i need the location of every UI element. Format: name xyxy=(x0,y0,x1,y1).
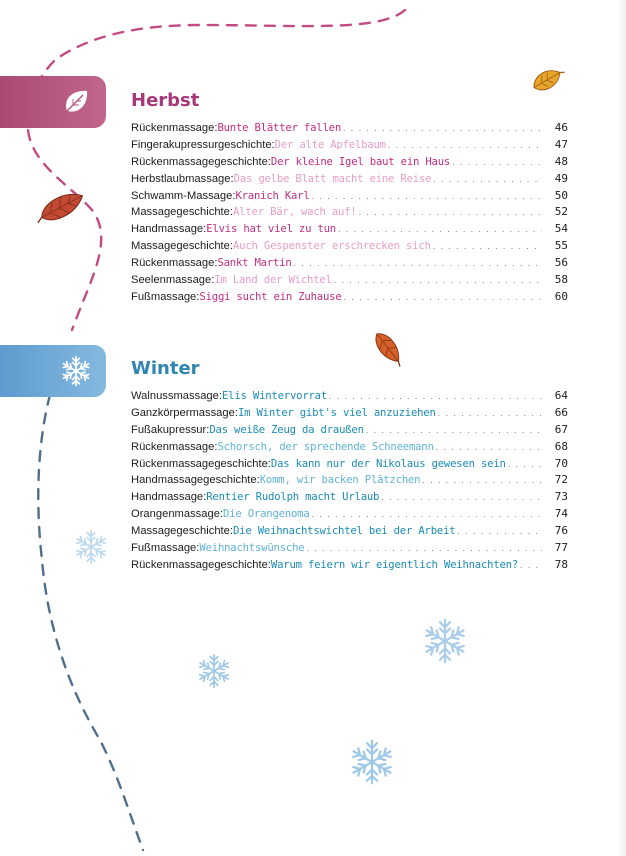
toc-entry[interactable] xyxy=(131,406,568,423)
toc-entry[interactable] xyxy=(131,473,568,490)
entry-title: Bunte Blätter fallen xyxy=(217,122,341,134)
dot-leader xyxy=(306,543,542,553)
entry-page-number: 78 xyxy=(554,557,568,571)
entry-kind: Rückenmassage: xyxy=(131,122,218,134)
toc-entry[interactable] xyxy=(131,121,568,138)
dot-leader xyxy=(433,174,542,184)
leaf-icon xyxy=(61,87,91,117)
toc-entry[interactable] xyxy=(131,273,568,290)
toc-entry[interactable] xyxy=(131,389,568,406)
toc-entry[interactable] xyxy=(131,457,568,474)
toc-entry[interactable] xyxy=(131,558,568,575)
dot-leader xyxy=(343,123,542,133)
entry-page-number: 60 xyxy=(554,289,568,303)
entry-title: Komm, wir backen Plätzchen xyxy=(259,474,421,487)
entry-kind: Handmassage: xyxy=(131,491,207,504)
dot-leader xyxy=(381,492,542,502)
toc-list-herbst xyxy=(131,121,568,307)
entry-page-number: 48 xyxy=(554,154,568,168)
entry-page-number: 66 xyxy=(554,405,568,419)
toc-list-winter xyxy=(131,389,568,575)
entry-page-number: 50 xyxy=(554,188,568,202)
entry-page-number: 67 xyxy=(554,422,568,436)
entry-title: Die Orangenoma xyxy=(223,508,310,521)
entry-title: Das kann nur der Nikolaus gewesen sein xyxy=(270,457,506,470)
section-title-winter: Winter xyxy=(131,358,200,379)
entry-title: Siggi sucht ein Zuhause xyxy=(199,290,342,303)
entry-page-number: 47 xyxy=(554,137,568,151)
entry-kind: Fußmassage: xyxy=(131,290,200,303)
entry-kind: Handmassagegeschichte: xyxy=(131,474,260,487)
entry-page-number: 70 xyxy=(554,456,568,470)
entry-page-number: 74 xyxy=(554,507,568,521)
toc-entry[interactable] xyxy=(131,138,568,155)
snowflake-icon xyxy=(195,652,233,690)
entry-kind: Rückenmassage: xyxy=(131,440,218,453)
toc-entry[interactable] xyxy=(131,490,568,507)
red-leaf-icon xyxy=(32,187,87,229)
entry-kind: Massagegeschichte: xyxy=(131,525,233,538)
entry-title: Im Winter gibt's viel anzuziehen xyxy=(237,406,436,419)
entry-title: Elis Wintervorrat xyxy=(222,390,328,402)
entry-page-number: 77 xyxy=(554,541,568,555)
entry-kind: Fußakupressur: xyxy=(131,423,210,436)
dot-leader xyxy=(452,157,542,167)
entry-kind: Herbstlaubmassage: xyxy=(131,172,234,185)
entry-title: Elvis hat viel zu tun xyxy=(206,223,336,236)
toc-entry[interactable] xyxy=(131,541,568,558)
snowflake-icon xyxy=(72,528,110,566)
entry-page-number: 73 xyxy=(554,490,568,504)
entry-kind: Ganzkörpermassage: xyxy=(131,406,238,419)
entry-kind: Schwamm-Massage: xyxy=(131,189,236,202)
dot-leader xyxy=(520,560,542,570)
toc-entry[interactable] xyxy=(131,423,568,440)
dot-leader xyxy=(359,207,542,217)
entry-kind: Seelenmassage: xyxy=(131,274,215,287)
dot-leader xyxy=(329,391,542,401)
entry-page-number: 46 xyxy=(554,121,568,134)
dot-leader xyxy=(334,275,542,285)
entry-kind: Fußmassage: xyxy=(131,542,200,555)
entry-page-number: 72 xyxy=(554,473,568,487)
entry-kind: Rückenmassage: xyxy=(131,257,218,270)
toc-entry[interactable] xyxy=(131,524,568,541)
dot-leader xyxy=(294,258,542,268)
toc-entry[interactable] xyxy=(131,290,568,307)
entry-page-number: 49 xyxy=(554,171,568,185)
entry-title: Die Weihnachtswichtel bei der Arbeit xyxy=(233,525,456,538)
entry-kind: Fingerakupressurgeschichte: xyxy=(131,138,275,151)
toc-entry[interactable] xyxy=(131,222,568,239)
toc-entry[interactable] xyxy=(131,440,568,457)
dot-leader xyxy=(433,241,542,251)
tab-winter[interactable] xyxy=(0,345,106,397)
entry-kind: Massagegeschichte: xyxy=(131,206,233,219)
entry-title: Schorsch, der sprechende Schneemann xyxy=(217,440,434,453)
snowflake-icon xyxy=(347,737,397,787)
entry-kind: Massagegeschichte: xyxy=(131,240,233,253)
entry-page-number: 55 xyxy=(554,239,568,253)
entry-page-number: 52 xyxy=(554,205,568,219)
entry-kind: Handmassage: xyxy=(131,223,207,236)
dot-leader xyxy=(422,475,542,485)
dashed-path-winter xyxy=(38,395,143,850)
yellow-leaf-icon xyxy=(530,63,568,94)
entry-title: Rentier Rudolph macht Urlaub xyxy=(206,491,380,504)
dot-leader xyxy=(338,224,542,234)
toc-entry[interactable] xyxy=(131,172,568,189)
orange-leaf-icon xyxy=(371,329,408,370)
entry-kind: Orangenmassage: xyxy=(131,508,224,521)
entry-kind: Rückenmassagegeschichte: xyxy=(131,457,271,470)
toc-entry[interactable] xyxy=(131,189,568,206)
toc-entry[interactable] xyxy=(131,239,568,256)
dot-leader xyxy=(388,140,542,150)
entry-title: Der alte Apfelbaum xyxy=(274,138,386,151)
dot-leader xyxy=(366,425,542,435)
dot-leader xyxy=(312,509,542,519)
entry-page-number: 56 xyxy=(554,256,568,270)
entry-title: Das gelbe Blatt macht eine Reise xyxy=(233,172,432,185)
dot-leader xyxy=(312,191,542,201)
entry-kind: Walnussmassage: xyxy=(131,390,222,402)
toc-entry[interactable] xyxy=(131,155,568,172)
entry-kind: Rückenmassagegeschichte: xyxy=(131,558,271,571)
entry-page-number: 58 xyxy=(554,273,568,287)
toc-entry[interactable] xyxy=(131,507,568,524)
entry-page-number: 76 xyxy=(554,524,568,538)
section-title-herbst: Herbst xyxy=(131,90,200,111)
entry-title: Warum feiern wir eigentlich Weihnachten? xyxy=(270,558,519,571)
dot-leader xyxy=(508,459,542,469)
entry-title: Weihnachtswünsche xyxy=(199,542,305,555)
snowflake-icon xyxy=(59,354,93,388)
tab-herbst[interactable] xyxy=(0,76,106,128)
entry-kind: Rückenmassagegeschichte: xyxy=(131,155,271,168)
snowflake-icon xyxy=(420,616,470,666)
entry-page-number: 64 xyxy=(554,389,568,402)
dot-leader xyxy=(438,408,542,418)
entry-title: Der kleine Igel baut ein Haus xyxy=(270,155,451,168)
toc-entry[interactable] xyxy=(131,205,568,222)
dot-leader xyxy=(457,526,542,536)
entry-title: Auch Gespenster erschrecken sich xyxy=(233,240,431,253)
dot-leader xyxy=(344,292,543,302)
entry-page-number: 54 xyxy=(554,222,568,236)
entry-title: Im Land der Wichtel xyxy=(214,274,332,287)
entry-title: Das weiße Zeug da draußen xyxy=(209,423,364,436)
dot-leader xyxy=(436,442,542,452)
entry-title: Alter Bär, wach auf! xyxy=(233,206,357,219)
entry-page-number: 68 xyxy=(554,439,568,453)
entry-title: Kranich Karl xyxy=(235,189,310,202)
toc-entry[interactable] xyxy=(131,256,568,273)
entry-title: Sankt Martin xyxy=(217,257,292,270)
